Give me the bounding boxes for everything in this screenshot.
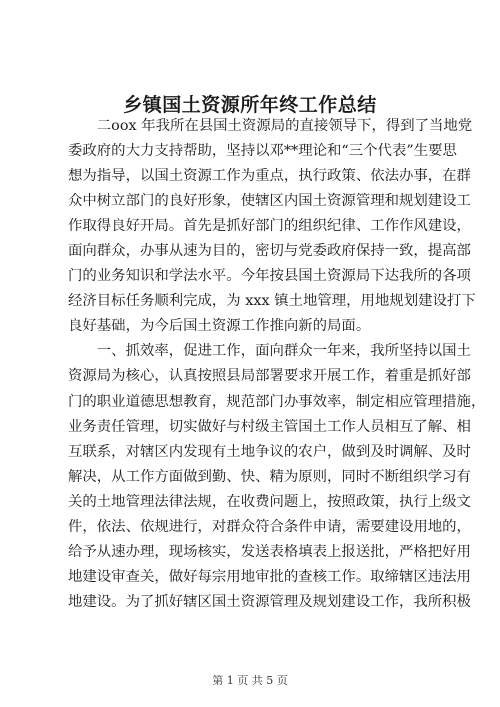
body-line: 一、抓效率，促进工作，面向群众一年来，我所坚持以国土 bbox=[68, 343, 471, 360]
body-line: 面向群众，办事从速为目的，密切与党委政府保持一致，提高部 bbox=[68, 243, 471, 260]
body-line: 关的土地管理法律法规，在收费问题上，按照政策，执行上级文 bbox=[68, 493, 471, 510]
body-line: 给予从速办理，现场核实，发送表格填表上报送批，严格把好用 bbox=[68, 543, 471, 560]
body-line: 众中树立部门的良好形象，使辖区内国土资源管理和规划建设工 bbox=[68, 193, 471, 210]
body-line: 地建设审查关，做好每宗用地审批的查核工作。取缔辖区违法用 bbox=[68, 568, 471, 585]
body-line: 门的业务知识和学法水平。今年按县国土资源局下达我所的各项 bbox=[68, 268, 471, 285]
body-line: 良好基础，为今后国土资源工作推向新的局面。 bbox=[68, 318, 371, 335]
body-line: 作取得良好开局。首先是抓好部门的组织纪律、工作作风建设， bbox=[68, 218, 471, 235]
page-footer: 第 1 页 共 5 页 bbox=[212, 674, 288, 687]
body-line: 想为指导，以国土资源工作为重点，执行政策、依法办事，在群 bbox=[68, 168, 471, 185]
body-line: 经济目标任务顺利完成，为 xxx 镇土地管理，用地规划建设打下 bbox=[68, 293, 476, 310]
body-line: 业务责任管理，切实做好与村级主管国土工作人员相互了解、相 bbox=[68, 418, 471, 435]
document-title: 乡镇国土资源所年终工作总结 bbox=[123, 94, 377, 116]
body-line: 二ooх 年我所在县国土资源局的直接领导下，得到了当地党 bbox=[68, 118, 473, 134]
body-line: 委政府的大力支持帮助，坚持以邓**理论和“三个代表”生要思 bbox=[68, 143, 457, 160]
document-body bbox=[68, 114, 486, 615]
body-line: 地建设。为了抓好辖区国土资源管理及规划建设工作，我所积极 bbox=[68, 593, 471, 610]
body-line: 门的职业道德思想教育，规范部门办事效率，制定相应管理措施， bbox=[68, 393, 486, 410]
body-line: 件，依法、依规进行，对群众符合条件申请，需要建设用地的， bbox=[68, 518, 471, 535]
body-line: 解决，从工作方面做到勤、快、精为原则，同时不断组织学习有 bbox=[68, 468, 471, 485]
body-line: 互联系，对辖区内发现有土地争议的农户，做到及时调解、及时 bbox=[68, 443, 471, 460]
body-line: 资源局为核心，认真按照县局部署要求开展工作，着重是抓好部 bbox=[68, 368, 471, 385]
